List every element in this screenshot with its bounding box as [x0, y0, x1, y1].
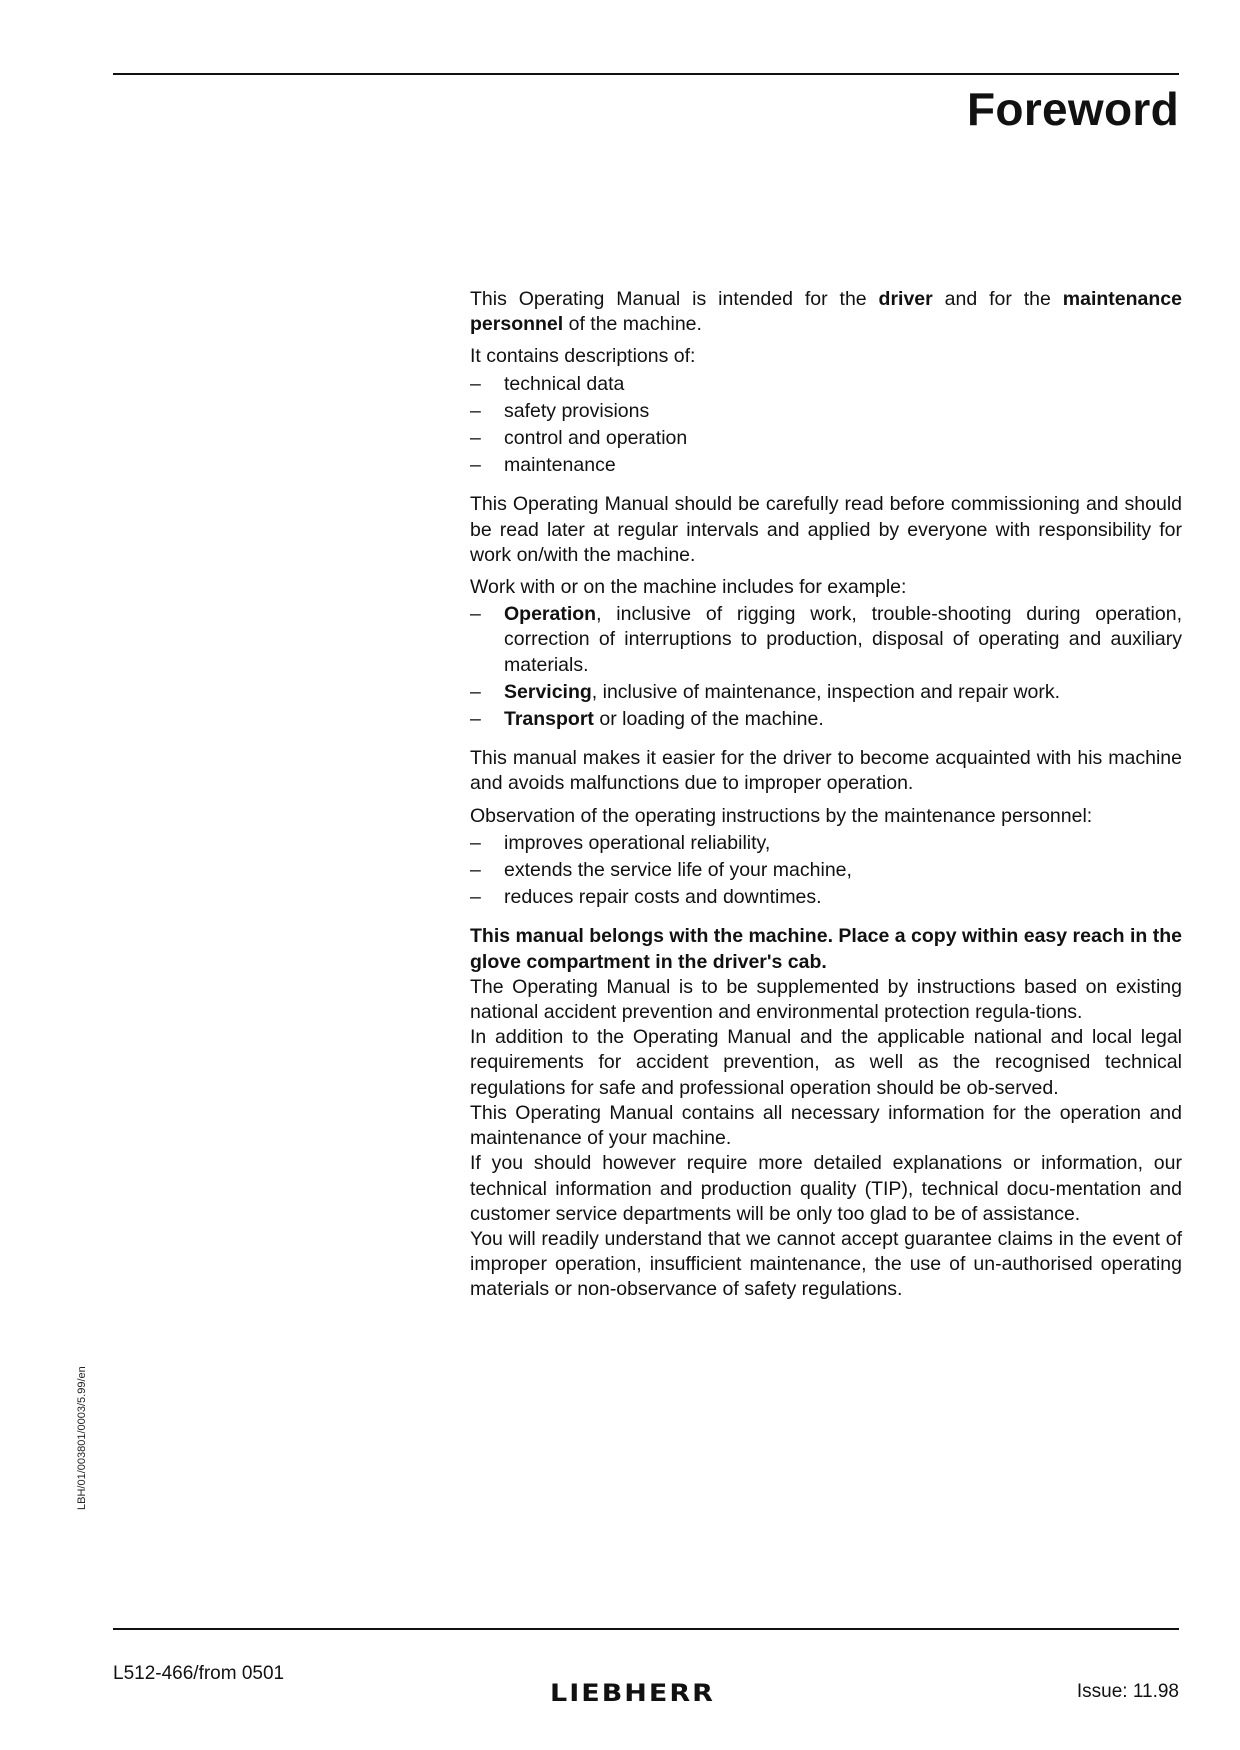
acquaint-paragraph: This manual makes it easier for the driver to become acquainted with his machine and avoids malfunctions due to improper operation. [470, 747, 1182, 795]
top-rule [113, 73, 1179, 75]
contents-list [470, 372, 1182, 479]
list-item: – technical data [470, 372, 625, 395]
list-item: – control and operation [470, 427, 688, 450]
benefits-list [470, 831, 1182, 911]
list-item: – safety provisions [470, 399, 650, 422]
list-item: – reduces repair costs and downtimes. [470, 886, 822, 909]
model-number: L512-466/from 0501 [113, 1663, 285, 1684]
read-paragraph: This Operating Manual should be carefully read before commissioning and should be read later at regular intervals and applied by everyone with responsibility for work on/with the machine. [470, 493, 1182, 566]
guarantee-paragraph: You will readily understand that we cannot accept guarantee claims in the event of improper operation, insufficient maintenance, the use of un-authorised operating materials or non-observance of safety regulations. [470, 1227, 1182, 1301]
work-list [470, 602, 1182, 732]
work-paragraph: Work with or on the machine includes for example: [470, 576, 907, 599]
information-paragraph: This Operating Manual contains all necessary information for the operation and maintenance of your machine. [470, 1101, 1182, 1150]
intro-paragraph: This Operating Manual is intended for the driver and for the maintenance personnel of the machine. [470, 288, 1182, 336]
list-item: – Operation, inclusive of rigging work, trouble-shooting during operation, correction of interruptions to production, disposal of operating and auxiliary materials. [470, 603, 1182, 676]
bottom-rule [113, 1628, 1179, 1630]
list-item: – maintenance [470, 454, 616, 477]
list-item: – improves operational reliability, [470, 831, 771, 854]
contains-paragraph: It contains descriptions of: [470, 345, 696, 368]
list-item: – extends the service life of your machine, [470, 859, 852, 882]
body-content [470, 287, 1182, 1303]
liebherr-logo: LIEBHERR [550, 1679, 715, 1708]
issue-date: Issue: 11.98 [1076, 1681, 1179, 1702]
observation-paragraph: Observation of the operating instructions by the maintenance personnel: [470, 804, 1093, 827]
addition-paragraph: In addition to the Operating Manual and the applicable national and local legal requirements for accident prevention, as well as the recognised technical regulations for safe and professional operation should be ob-served. [470, 1026, 1182, 1099]
assistance-paragraph: If you should however require more detailed explanations or information, our technical information and production quality (TIP), technical docu-mentation and customer service departments will be only too glad to be of assistance. [470, 1152, 1182, 1225]
page-title: Foreword [967, 83, 1179, 135]
document-code: LBH/01/003801/0003/5.99/en [76, 1366, 88, 1510]
supplement-paragraph: The Operating Manual is to be supplemented by instructions based on existing national accident prevention and environmental protection regula-tions. [470, 975, 1182, 1024]
list-item: – Servicing, inclusive of maintenance, inspection and repair work. [470, 680, 1061, 703]
belongs-paragraph: This manual belongs with the machine. Place a copy within easy reach in the glove compartment in the driver's cab. [470, 925, 1182, 973]
list-item: – Transport or loading of the machine. [470, 708, 824, 731]
